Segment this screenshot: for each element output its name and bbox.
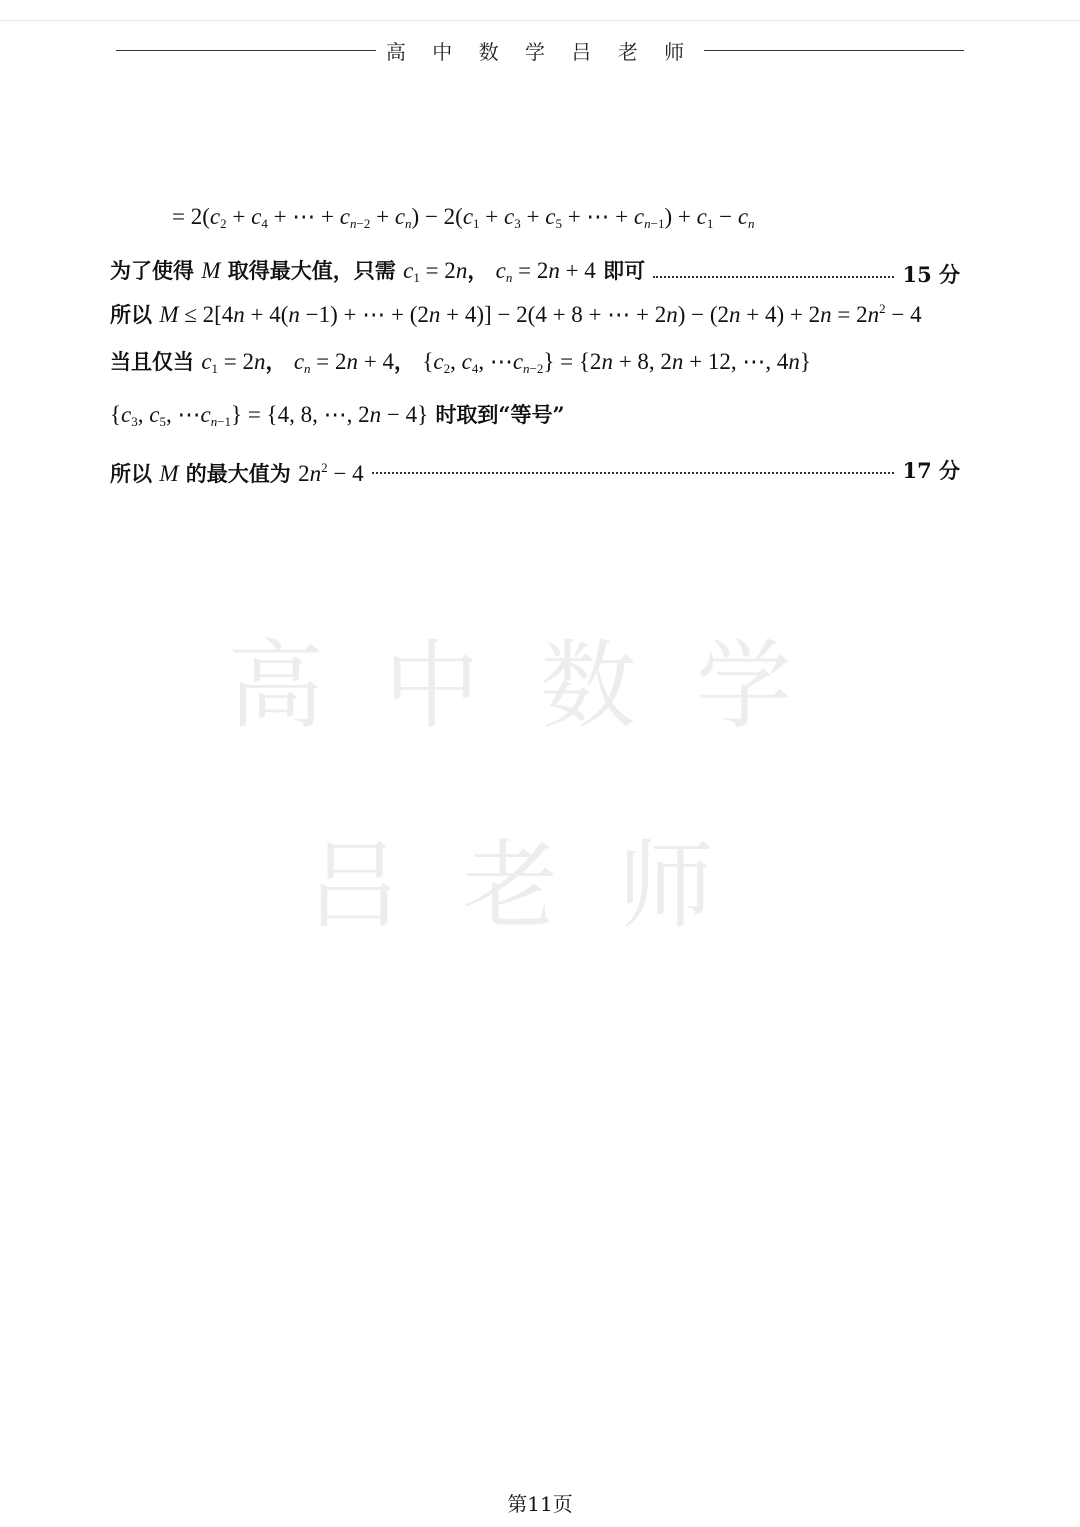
solution-line-4: 当且仅当 $c_1 = 2n$， $c_n = 2n + 4$， {$c_2$, $c_4$, $\cdots c_{n-2}\} = \{2n + 8$, 2n + 12, ⋯, 4n}	[110, 349, 811, 376]
header-dash-right	[704, 50, 964, 51]
points-15: 15 分	[902, 261, 960, 287]
solution-line-5: {$c_3$, $c_5$, $\cdots c_{n-1}\} = \{4$, 8, ⋯, 2n − 4} 时取到“等号”	[110, 402, 565, 429]
dot-leader	[653, 276, 894, 278]
line2-text-a: 为了使得	[110, 258, 194, 283]
line4-text: 当且仅当	[110, 349, 194, 374]
header-dash-left	[116, 50, 376, 51]
equation-line-1: = $2(c_2 + c_4$ + ⋯ + $c_{n-2} + c_n) - 2(c_1 + c_3 + c_5$ + ⋯ + $c_{n-1}) + c_1 - c_n$	[172, 204, 755, 231]
solution-line-6: 所以 M 的最大值为 $2n^2 - 4$ 17 分	[110, 451, 960, 491]
dot-leader	[372, 472, 895, 474]
points-17: 17 分	[902, 458, 960, 483]
line5-text: 时取到“等号”	[435, 402, 565, 427]
line2-text-b: 取得最大值，只需	[227, 258, 396, 283]
header-title: 高 中 数 学 吕 老 师	[385, 40, 695, 64]
page-header	[110, 36, 970, 65]
watermark-line2: 吕老师	[306, 830, 774, 942]
page-number: 第11页	[507, 1492, 573, 1516]
line2-text-c: 即可	[603, 258, 646, 283]
solution-line-2: 为了使得 M 取得最大值，只需 $c_1 = 2n$， $c_n = 2n + 4$ 即可 15 分	[110, 254, 960, 295]
solution-line-3: 所以 M ≤ 2[4n + 4(n −1) + ⋯ + (2n + 4)] − 2(4 + 8 + ⋯ + $2n) - (2n + 4) + 2n = 2n^2 - 4$	[110, 301, 922, 327]
line3-text: 所以	[110, 302, 152, 327]
line6-text-b: 的最大值为	[185, 461, 291, 486]
line6-text-a: 所以	[110, 461, 152, 486]
watermark-line1: 高中数学	[228, 630, 852, 742]
top-rule	[0, 20, 1080, 21]
